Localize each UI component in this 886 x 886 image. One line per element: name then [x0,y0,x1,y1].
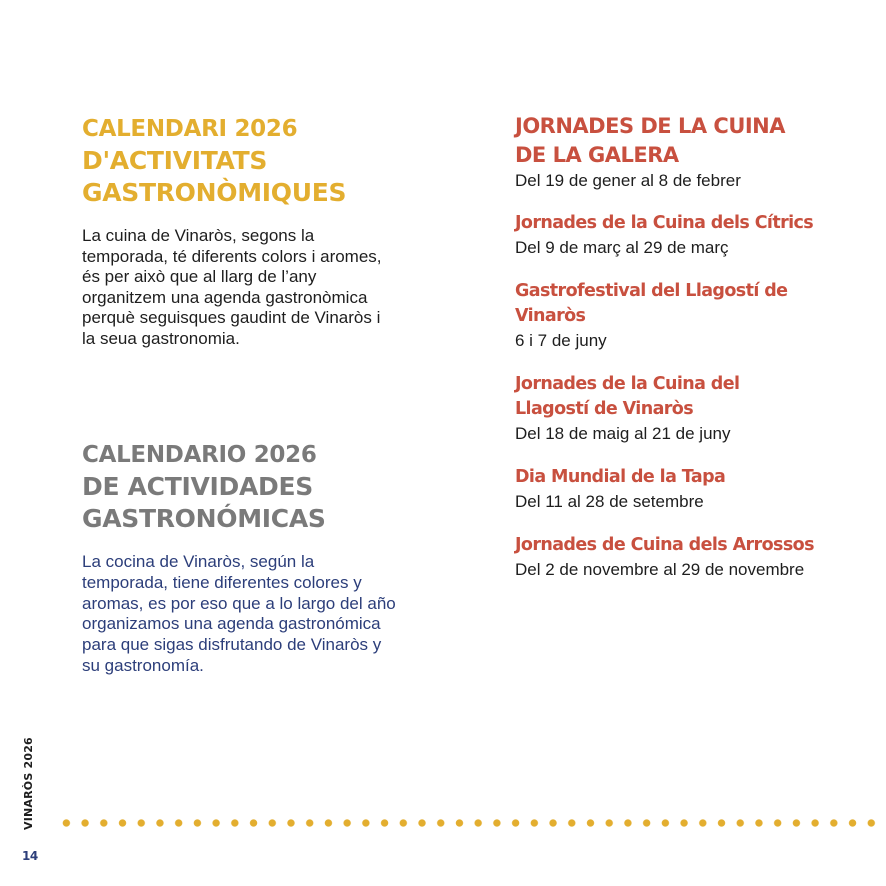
event-date: Del 11 al 28 de setembre [515,492,704,511]
event-item [515,211,815,258]
dotted-divider [57,818,886,828]
spanish-heading-line-3: GASTRONÓMICAS [82,504,326,533]
event-date: Del 2 de novembre al 29 de novembre [515,560,805,579]
catalan-heading-line-1: CALENDARI 2026 [82,116,298,142]
event-date: Del 18 de maig al 21 de juny [515,424,731,443]
event-list [515,112,815,601]
catalan-heading-line-3: GASTRONÒMIQUES [82,178,347,207]
catalan-heading [82,113,412,209]
event-title: Dia Mundial de la Tapa [515,467,726,487]
event-item [515,279,815,351]
event-title: Jornades de la Cuina del Llagostí de Vinaròs [515,374,740,419]
event-title: Jornades de Cuina dels Arrossos [515,535,814,555]
event-title: Gastrofestival del Llagostí de Vinaròs [515,281,788,326]
catalan-heading-line-2: D'ACTIVITATS [82,146,268,175]
event-item [515,112,815,191]
spanish-heading-line-2: DE ACTIVIDADES [82,472,313,501]
event-date: 6 i 7 de juny [515,331,607,350]
page-number: 14 [22,849,38,863]
event-title: JORNADES DE LA CUINA DE LA GALERA [515,114,786,167]
spanish-heading [82,439,412,535]
event-title: Jornades de la Cuina dels Cítrics [515,213,814,233]
catalan-intro-paragraph: La cuina de Vinaròs, segons la temporada, té diferents colors i aromes, és per això que al llarg de l’any organitzem una agenda gastronòmica perquè seguisques gaudint de Vinaròs i la seua gastronomia. [82,226,382,348]
event-item [515,465,815,512]
event-date: Del 19 de gener al 8 de febrer [515,171,741,190]
event-item [515,372,815,444]
spanish-heading-line-1: CALENDARIO 2026 [82,442,317,468]
event-date: Del 9 de març al 29 de març [515,238,729,257]
side-label: VINARÒS 2026 [22,737,35,830]
spanish-intro-paragraph: La cocina de Vinaròs, según la temporada, tiene diferentes colores y aromas, es por eso que a lo largo del año organizamos una agenda gastronómica para que sigas disfrutando de Vinaròs y su gastronomía. [82,552,396,675]
event-item [515,533,815,580]
